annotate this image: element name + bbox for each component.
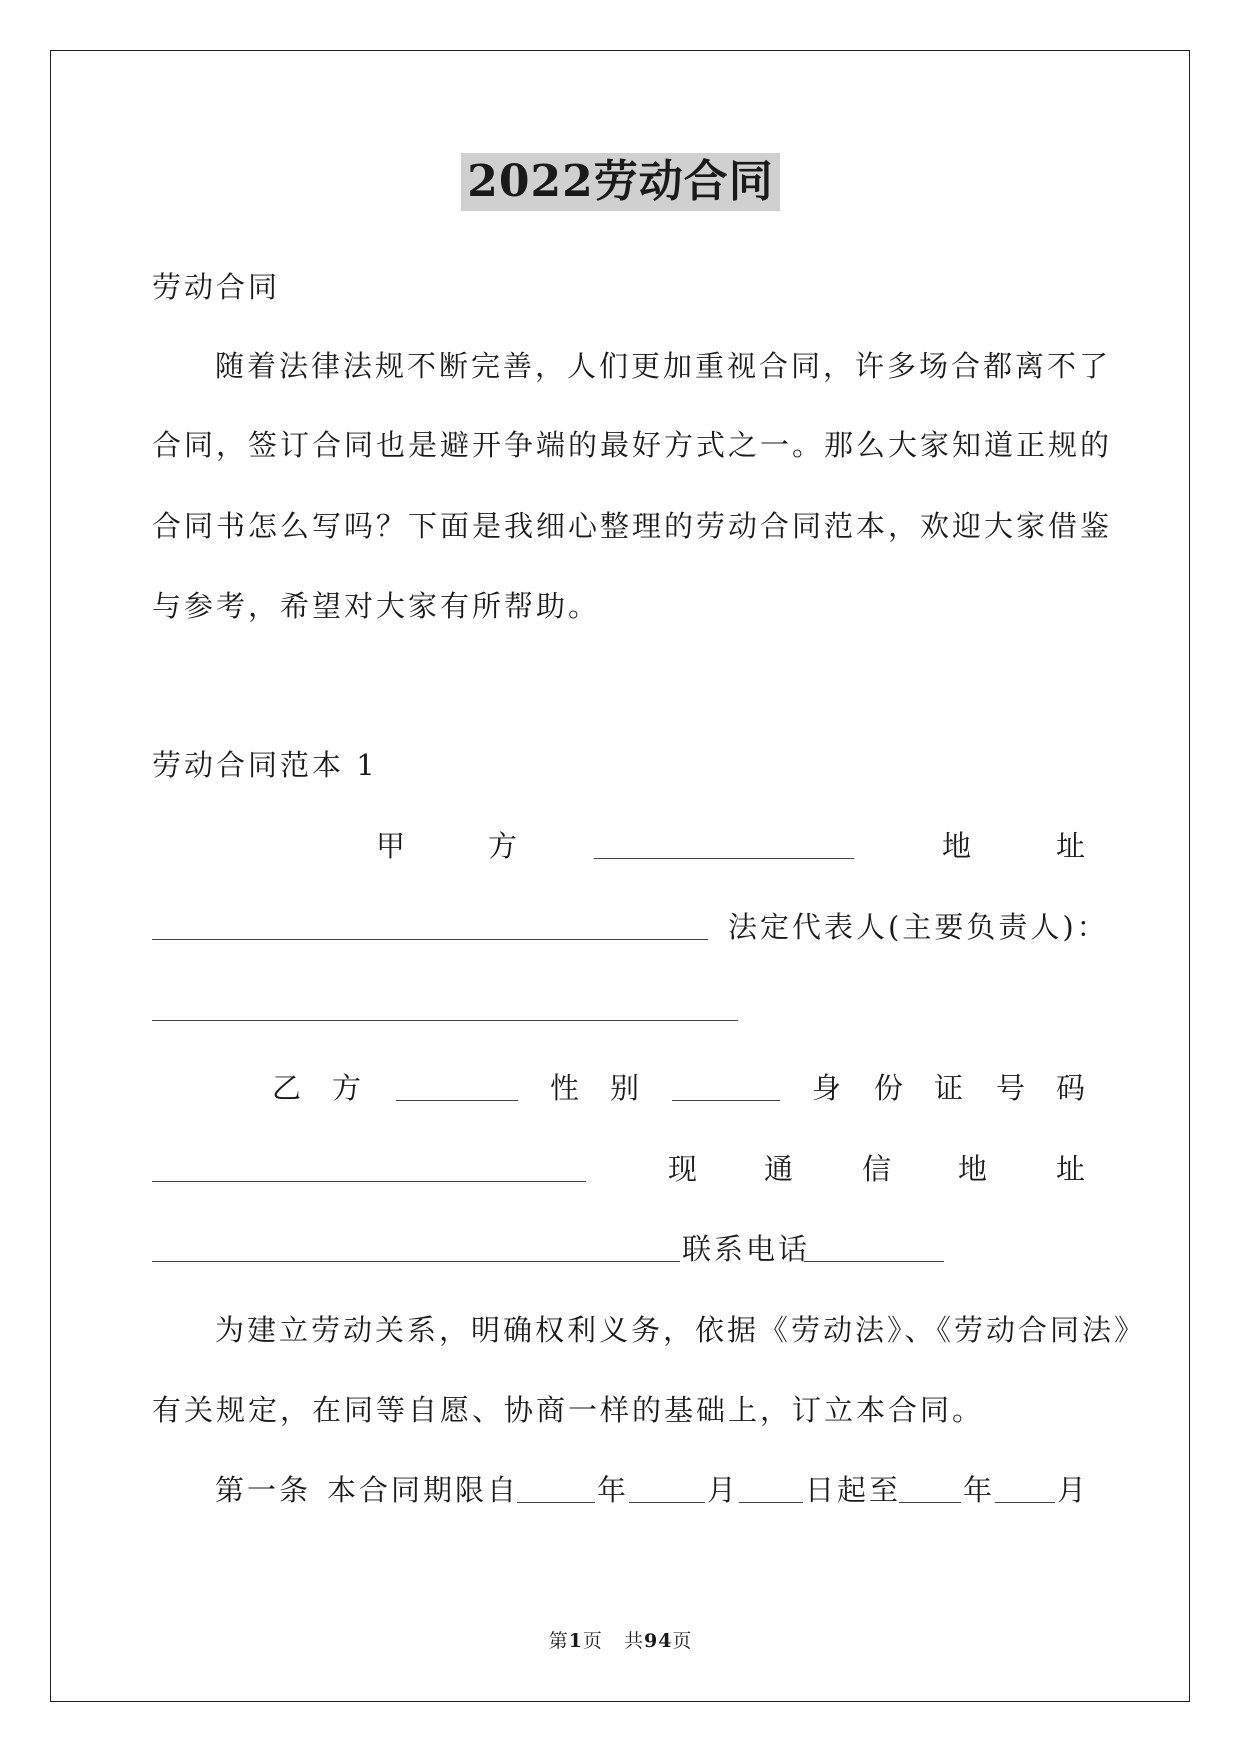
- party-b-bie: 别: [610, 1071, 643, 1105]
- addr-char: 现: [668, 1152, 701, 1186]
- preamble-line: 为建立劳动关系，明确权利义务，依据《劳动法》、《劳动合同法》: [215, 1313, 1147, 1347]
- legal-rep-label: 法定代表人(主要负责人)：: [728, 910, 1109, 944]
- party-b-xing: 性: [550, 1071, 583, 1105]
- article-1-text: 本合同期限自: [327, 1473, 520, 1507]
- id-char: 份: [874, 1071, 907, 1105]
- intro-line: 合同，签订合同也是避开争端的最好方式之一。那么大家知道正规的: [152, 428, 1113, 462]
- footer-total-pages: 94: [643, 1630, 673, 1652]
- title-container: [0, 153, 1241, 211]
- intro-line: 与参考，希望对大家有所帮助。: [152, 589, 601, 623]
- phone-blank[interactable]: [804, 1239, 944, 1262]
- id-char: 号: [996, 1071, 1029, 1105]
- month-label: 月: [707, 1473, 740, 1507]
- footer-page-number: 1: [568, 1630, 583, 1652]
- party-a-jia: 甲: [376, 829, 409, 863]
- year-label: 年: [597, 1473, 630, 1507]
- id-char: 码: [1056, 1071, 1089, 1105]
- party-a-fang: 方: [488, 829, 521, 863]
- year2-label: 年: [963, 1473, 996, 1507]
- addr-char: 地: [958, 1152, 991, 1186]
- id-char: 证: [934, 1071, 967, 1105]
- party-a-zhi: 址: [1056, 829, 1089, 863]
- party-b-yi: 乙: [272, 1071, 305, 1105]
- party-b-address-blank[interactable]: [152, 1239, 680, 1262]
- phone-label: 联系电话: [682, 1232, 811, 1266]
- party-a-di: 地: [942, 829, 975, 863]
- party-a-name-blank[interactable]: [594, 836, 854, 859]
- page-footer: [0, 1626, 1241, 1653]
- section-heading: 劳动合同范本 1: [152, 748, 378, 782]
- party-b-fang: 方: [332, 1071, 365, 1105]
- preamble-line: 有关规定，在同等自愿、协商一样的基础上，订立本合同。: [152, 1393, 985, 1427]
- start-year-blank[interactable]: [517, 1480, 595, 1503]
- legal-rep-blank[interactable]: [152, 998, 738, 1021]
- footer-ye2: 页: [672, 1630, 693, 1652]
- end-month-blank[interactable]: [995, 1480, 1055, 1503]
- addr-char: 址: [1056, 1152, 1089, 1186]
- month2-label: 月: [1057, 1473, 1090, 1507]
- footer-ye: 页: [582, 1630, 603, 1652]
- footer-di: 第: [548, 1630, 569, 1652]
- start-day-blank[interactable]: [739, 1480, 803, 1503]
- party-b-id-blank[interactable]: [152, 1159, 586, 1182]
- document-title: 2022劳动合同: [461, 153, 779, 211]
- addr-char: 通: [764, 1152, 797, 1186]
- day-from-label: 日起至: [805, 1473, 902, 1507]
- addr-char: 信: [862, 1152, 895, 1186]
- start-month-blank[interactable]: [629, 1480, 705, 1503]
- footer-gong: 共: [623, 1630, 644, 1652]
- party-b-gender-blank[interactable]: [672, 1078, 780, 1101]
- party-a-address-blank[interactable]: [152, 917, 708, 940]
- intro-line: 随着法律法规不断完善，人们更加重视合同，许多场合都离不了: [215, 349, 1112, 383]
- article-1-label: 第一条: [215, 1473, 312, 1507]
- end-year-blank[interactable]: [899, 1480, 961, 1503]
- id-char: 身: [812, 1071, 845, 1105]
- contract-heading: 劳动合同: [152, 270, 281, 304]
- intro-line: 合同书怎么写吗？下面是我细心整理的劳动合同范本，欢迎大家借鉴: [152, 509, 1113, 543]
- party-b-name-blank[interactable]: [396, 1078, 518, 1101]
